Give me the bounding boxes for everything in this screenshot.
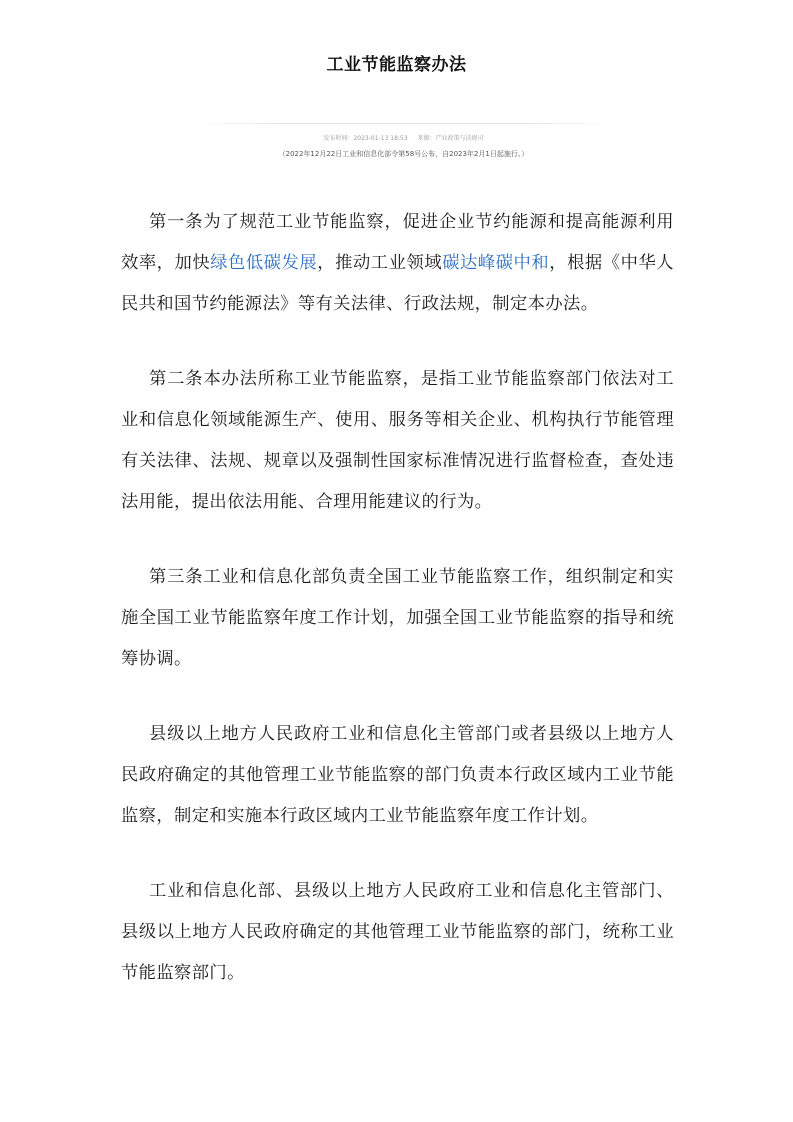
article-paragraph-3: 第三条工业和信息化部负责全国工业节能监察工作，组织制定和实施全国工业节能监察年度工作计划，加强全国工业节能监察的指导和统筹协调。 — [121, 567, 674, 669]
publish-time: 发布时间：2023-01-13 18:53 — [323, 135, 408, 142]
page-title: 工业节能监察办法 — [326, 55, 467, 75]
article-body — [121, 202, 674, 1028]
article-paragraph-5: 工业和信息化部、县级以上地方人民政府工业和信息化主管部门、县级以上地方人民政府确定的其他管理工业节能监察的部门，统称工业节能监察部门。 — [121, 881, 674, 983]
source-label: 来源：产业政策与法规司 — [417, 135, 484, 142]
article-paragraph-1 — [121, 202, 674, 325]
paragraph-text: ，推动工业领域 — [317, 253, 443, 273]
article-paragraph-2: 第二条本办法所称工业节能监察，是指工业节能监察部门依法对工业和信息化领域能源生产、使用、服务等相关企业、机构执行节能管理有关法律、法规、规章以及强制性国家标准情况进行监督检查，查处违法用能，提出依法用能、合理用能建议的行为。 — [121, 369, 674, 512]
carbon-peak-neutrality-link[interactable]: 碳达峰碳中和 — [442, 253, 550, 273]
paragraph-text: ，根据《中华人民共和国节约能源法》等有关法律、行政法规，制定本办法。 — [121, 253, 674, 314]
promulgation-note: （2022年12月22日工业和信息化部令第58号公布，自2023年2月1日起施行。） — [278, 150, 529, 158]
paragraph-text: 第一条为了规范工业节能监察，促进企业节约能源和提高能源利用效率，加快 — [121, 212, 674, 273]
article-meta — [200, 123, 607, 167]
green-low-carbon-link[interactable]: 绿色低碳发展 — [210, 253, 318, 273]
meta-info-line — [200, 133, 607, 142]
article-paragraph-4: 县级以上地方人民政府工业和信息化主管部门或者县级以上地方人民政府确定的其他管理工业节能监察的部门负责本行政区域内工业节能监察，制定和实施本行政区域内工业节能监察年度工作计划。 — [121, 724, 674, 826]
meta-divider — [200, 123, 607, 124]
